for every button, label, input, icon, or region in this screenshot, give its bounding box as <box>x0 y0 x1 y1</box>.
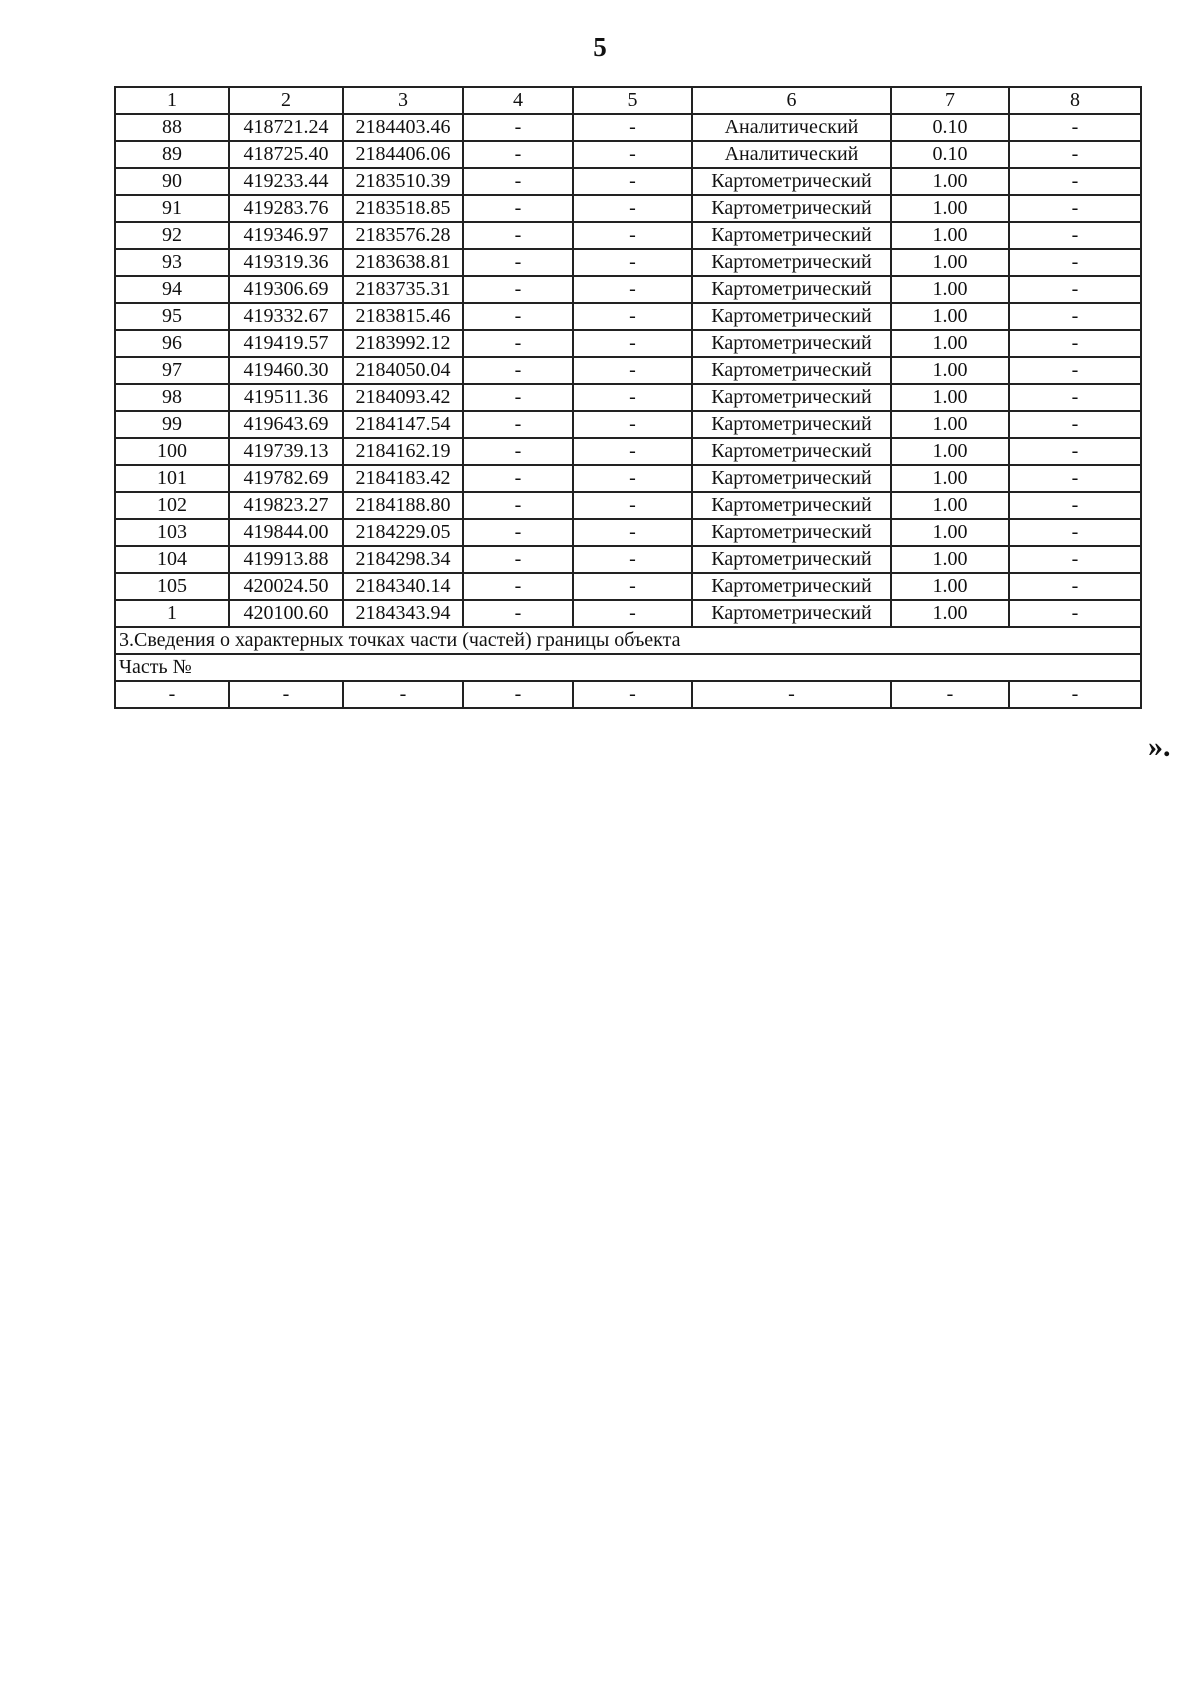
table-cell: 419460.30 <box>229 357 343 384</box>
table-cell: - <box>463 168 573 195</box>
table-cell: 1.00 <box>891 249 1009 276</box>
empty-cell: - <box>891 681 1009 708</box>
table-cell: - <box>573 519 692 546</box>
table-cell: - <box>1009 195 1141 222</box>
table-cell: 2184298.34 <box>343 546 463 573</box>
table-cell: 1.00 <box>891 465 1009 492</box>
table-cell: - <box>463 573 573 600</box>
table-cell: - <box>573 465 692 492</box>
table-cell: 105 <box>115 573 229 600</box>
table-cell: 101 <box>115 465 229 492</box>
table-cell: 2184050.04 <box>343 357 463 384</box>
empty-data-row <box>115 681 1141 708</box>
table-cell: - <box>1009 357 1141 384</box>
header-cell: 5 <box>573 87 692 114</box>
table-cell: - <box>1009 411 1141 438</box>
table-cell: 98 <box>115 384 229 411</box>
table-cell: - <box>1009 249 1141 276</box>
header-cell: 6 <box>692 87 891 114</box>
table-cell: - <box>573 438 692 465</box>
table-cell: - <box>1009 492 1141 519</box>
table-cell: 89 <box>115 141 229 168</box>
table-cell: - <box>463 600 573 627</box>
table-cell: 94 <box>115 276 229 303</box>
table-cell: Картометрический <box>692 465 891 492</box>
table-row <box>115 195 1141 222</box>
table-cell: 2184229.05 <box>343 519 463 546</box>
table-cell: - <box>463 141 573 168</box>
table-cell: - <box>1009 114 1141 141</box>
table-cell: - <box>1009 276 1141 303</box>
table-cell: - <box>1009 465 1141 492</box>
table-cell: - <box>573 492 692 519</box>
table-cell: 95 <box>115 303 229 330</box>
table-cell: - <box>463 438 573 465</box>
table-header-row <box>115 87 1141 114</box>
table-cell: 2183510.39 <box>343 168 463 195</box>
table-cell: - <box>463 546 573 573</box>
table-cell: 420024.50 <box>229 573 343 600</box>
table-cell: Картометрический <box>692 276 891 303</box>
table-cell: 2184093.42 <box>343 384 463 411</box>
empty-cell: - <box>692 681 891 708</box>
table-cell: 93 <box>115 249 229 276</box>
table-cell: - <box>463 519 573 546</box>
table-cell: 419233.44 <box>229 168 343 195</box>
table-cell: Картометрический <box>692 519 891 546</box>
table-cell: 1.00 <box>891 573 1009 600</box>
table-cell: 2183576.28 <box>343 222 463 249</box>
table-cell: - <box>1009 546 1141 573</box>
table-cell: Картометрический <box>692 492 891 519</box>
table-cell: Картометрический <box>692 384 891 411</box>
table-cell: 2184340.14 <box>343 573 463 600</box>
table-cell: 1.00 <box>891 276 1009 303</box>
table-cell: 99 <box>115 411 229 438</box>
section-title: 3.Сведения о характерных точках части (частей) границы объекта <box>115 627 1141 654</box>
table-cell: Картометрический <box>692 222 891 249</box>
table-cell: - <box>463 492 573 519</box>
table-cell: 1.00 <box>891 600 1009 627</box>
section-block <box>115 627 1141 708</box>
table-cell: - <box>573 195 692 222</box>
table-cell: 92 <box>115 222 229 249</box>
table-cell: Аналитический <box>692 141 891 168</box>
table-row <box>115 141 1141 168</box>
table-row <box>115 303 1141 330</box>
empty-cell: - <box>1009 681 1141 708</box>
table-cell: - <box>573 546 692 573</box>
table-cell: 419913.88 <box>229 546 343 573</box>
table-row <box>115 276 1141 303</box>
table-row <box>115 411 1141 438</box>
table-row <box>115 384 1141 411</box>
table-body <box>115 87 1141 627</box>
characteristic-points-table <box>114 86 1142 709</box>
table-cell: 102 <box>115 492 229 519</box>
table-cell: 420100.60 <box>229 600 343 627</box>
section-title-row <box>115 627 1141 654</box>
table-cell: 0.10 <box>891 114 1009 141</box>
table-cell: - <box>463 411 573 438</box>
table-row <box>115 357 1141 384</box>
table-cell: Картометрический <box>692 249 891 276</box>
table-cell: 419332.67 <box>229 303 343 330</box>
table-cell: 2184403.46 <box>343 114 463 141</box>
part-label-row <box>115 654 1141 681</box>
table-cell: Аналитический <box>692 114 891 141</box>
table-cell: Картометрический <box>692 168 891 195</box>
table-cell: - <box>573 357 692 384</box>
closing-quote-mark: ». <box>1148 730 1171 763</box>
table-row <box>115 600 1141 627</box>
table-cell: - <box>1009 573 1141 600</box>
table-row <box>115 438 1141 465</box>
table-cell: 418725.40 <box>229 141 343 168</box>
table-cell: - <box>573 141 692 168</box>
table-cell: 419419.57 <box>229 330 343 357</box>
table-cell: 419823.27 <box>229 492 343 519</box>
table-cell: 2184188.80 <box>343 492 463 519</box>
table-cell: 1 <box>115 600 229 627</box>
table-cell: 1.00 <box>891 330 1009 357</box>
table-cell: - <box>573 114 692 141</box>
table-cell: 2184406.06 <box>343 141 463 168</box>
table-cell: 0.10 <box>891 141 1009 168</box>
table-cell: - <box>463 465 573 492</box>
table-cell: 419739.13 <box>229 438 343 465</box>
table-cell: 2184343.94 <box>343 600 463 627</box>
table-cell: Картометрический <box>692 195 891 222</box>
table-cell: 1.00 <box>891 546 1009 573</box>
table-cell: - <box>573 276 692 303</box>
header-cell: 1 <box>115 87 229 114</box>
table-cell: 419319.36 <box>229 249 343 276</box>
table-cell: Картометрический <box>692 330 891 357</box>
table-cell: - <box>573 168 692 195</box>
table-row <box>115 114 1141 141</box>
header-cell: 3 <box>343 87 463 114</box>
table-cell: 2183518.85 <box>343 195 463 222</box>
table-cell: - <box>463 114 573 141</box>
table-cell: 419844.00 <box>229 519 343 546</box>
table-cell: 1.00 <box>891 303 1009 330</box>
table-cell: - <box>1009 384 1141 411</box>
header-cell: 2 <box>229 87 343 114</box>
table-cell: 1.00 <box>891 438 1009 465</box>
table-cell: - <box>463 249 573 276</box>
table-cell: 90 <box>115 168 229 195</box>
table-row <box>115 222 1141 249</box>
empty-cell: - <box>229 681 343 708</box>
table-cell: Картометрический <box>692 546 891 573</box>
table-cell: 2184162.19 <box>343 438 463 465</box>
table-cell: - <box>573 600 692 627</box>
table-cell: 1.00 <box>891 519 1009 546</box>
header-cell: 8 <box>1009 87 1141 114</box>
table-cell: 100 <box>115 438 229 465</box>
table-cell: 88 <box>115 114 229 141</box>
table-cell: - <box>1009 438 1141 465</box>
table-cell: - <box>573 303 692 330</box>
table-cell: - <box>573 411 692 438</box>
table-cell: 1.00 <box>891 384 1009 411</box>
table-cell: 419346.97 <box>229 222 343 249</box>
table-row <box>115 546 1141 573</box>
header-cell: 4 <box>463 87 573 114</box>
table-cell: 2183815.46 <box>343 303 463 330</box>
table-cell: 103 <box>115 519 229 546</box>
table-cell: Картометрический <box>692 357 891 384</box>
table-cell: 419283.76 <box>229 195 343 222</box>
table-cell: - <box>463 222 573 249</box>
table-cell: Картометрический <box>692 573 891 600</box>
table-row <box>115 330 1141 357</box>
table-cell: 418721.24 <box>229 114 343 141</box>
table-cell: 91 <box>115 195 229 222</box>
table-cell: Картометрический <box>692 600 891 627</box>
table-cell: 2184183.42 <box>343 465 463 492</box>
table-cell: - <box>463 276 573 303</box>
table-row <box>115 465 1141 492</box>
table-cell: - <box>573 249 692 276</box>
table-cell: 419306.69 <box>229 276 343 303</box>
table-cell: Картометрический <box>692 303 891 330</box>
table-cell: Картометрический <box>692 411 891 438</box>
table-cell: 2183992.12 <box>343 330 463 357</box>
table-row <box>115 492 1141 519</box>
table-cell: 1.00 <box>891 411 1009 438</box>
table-cell: 1.00 <box>891 492 1009 519</box>
table-cell: - <box>573 573 692 600</box>
table-cell: 1.00 <box>891 357 1009 384</box>
table-cell: - <box>463 357 573 384</box>
empty-cell: - <box>463 681 573 708</box>
table-cell: - <box>573 330 692 357</box>
table-cell: 419643.69 <box>229 411 343 438</box>
table-row <box>115 249 1141 276</box>
table-cell: 1.00 <box>891 168 1009 195</box>
table-cell: - <box>463 330 573 357</box>
page-number: 5 <box>593 32 607 62</box>
table-cell: 419511.36 <box>229 384 343 411</box>
table-cell: Картометрический <box>692 438 891 465</box>
table-cell: - <box>1009 168 1141 195</box>
table-cell: 104 <box>115 546 229 573</box>
table-cell: - <box>1009 141 1141 168</box>
table-row <box>115 573 1141 600</box>
table-cell: - <box>1009 519 1141 546</box>
table-cell: - <box>1009 330 1141 357</box>
table-cell: 2184147.54 <box>343 411 463 438</box>
empty-cell: - <box>343 681 463 708</box>
table-cell: - <box>463 195 573 222</box>
table-cell: - <box>463 384 573 411</box>
table-row <box>115 168 1141 195</box>
table-cell: - <box>1009 600 1141 627</box>
table-cell: 97 <box>115 357 229 384</box>
table-cell: 2183735.31 <box>343 276 463 303</box>
table-row <box>115 519 1141 546</box>
part-label: Часть № <box>115 654 1141 681</box>
header-cell: 7 <box>891 87 1009 114</box>
table-cell: 1.00 <box>891 222 1009 249</box>
table-cell: - <box>1009 222 1141 249</box>
table-cell: 419782.69 <box>229 465 343 492</box>
table-cell: - <box>463 303 573 330</box>
table-cell: 1.00 <box>891 195 1009 222</box>
table-cell: - <box>1009 303 1141 330</box>
table-cell: - <box>573 222 692 249</box>
empty-cell: - <box>115 681 229 708</box>
table-cell: 2183638.81 <box>343 249 463 276</box>
table-cell: - <box>573 384 692 411</box>
table-cell: 96 <box>115 330 229 357</box>
empty-cell: - <box>573 681 692 708</box>
